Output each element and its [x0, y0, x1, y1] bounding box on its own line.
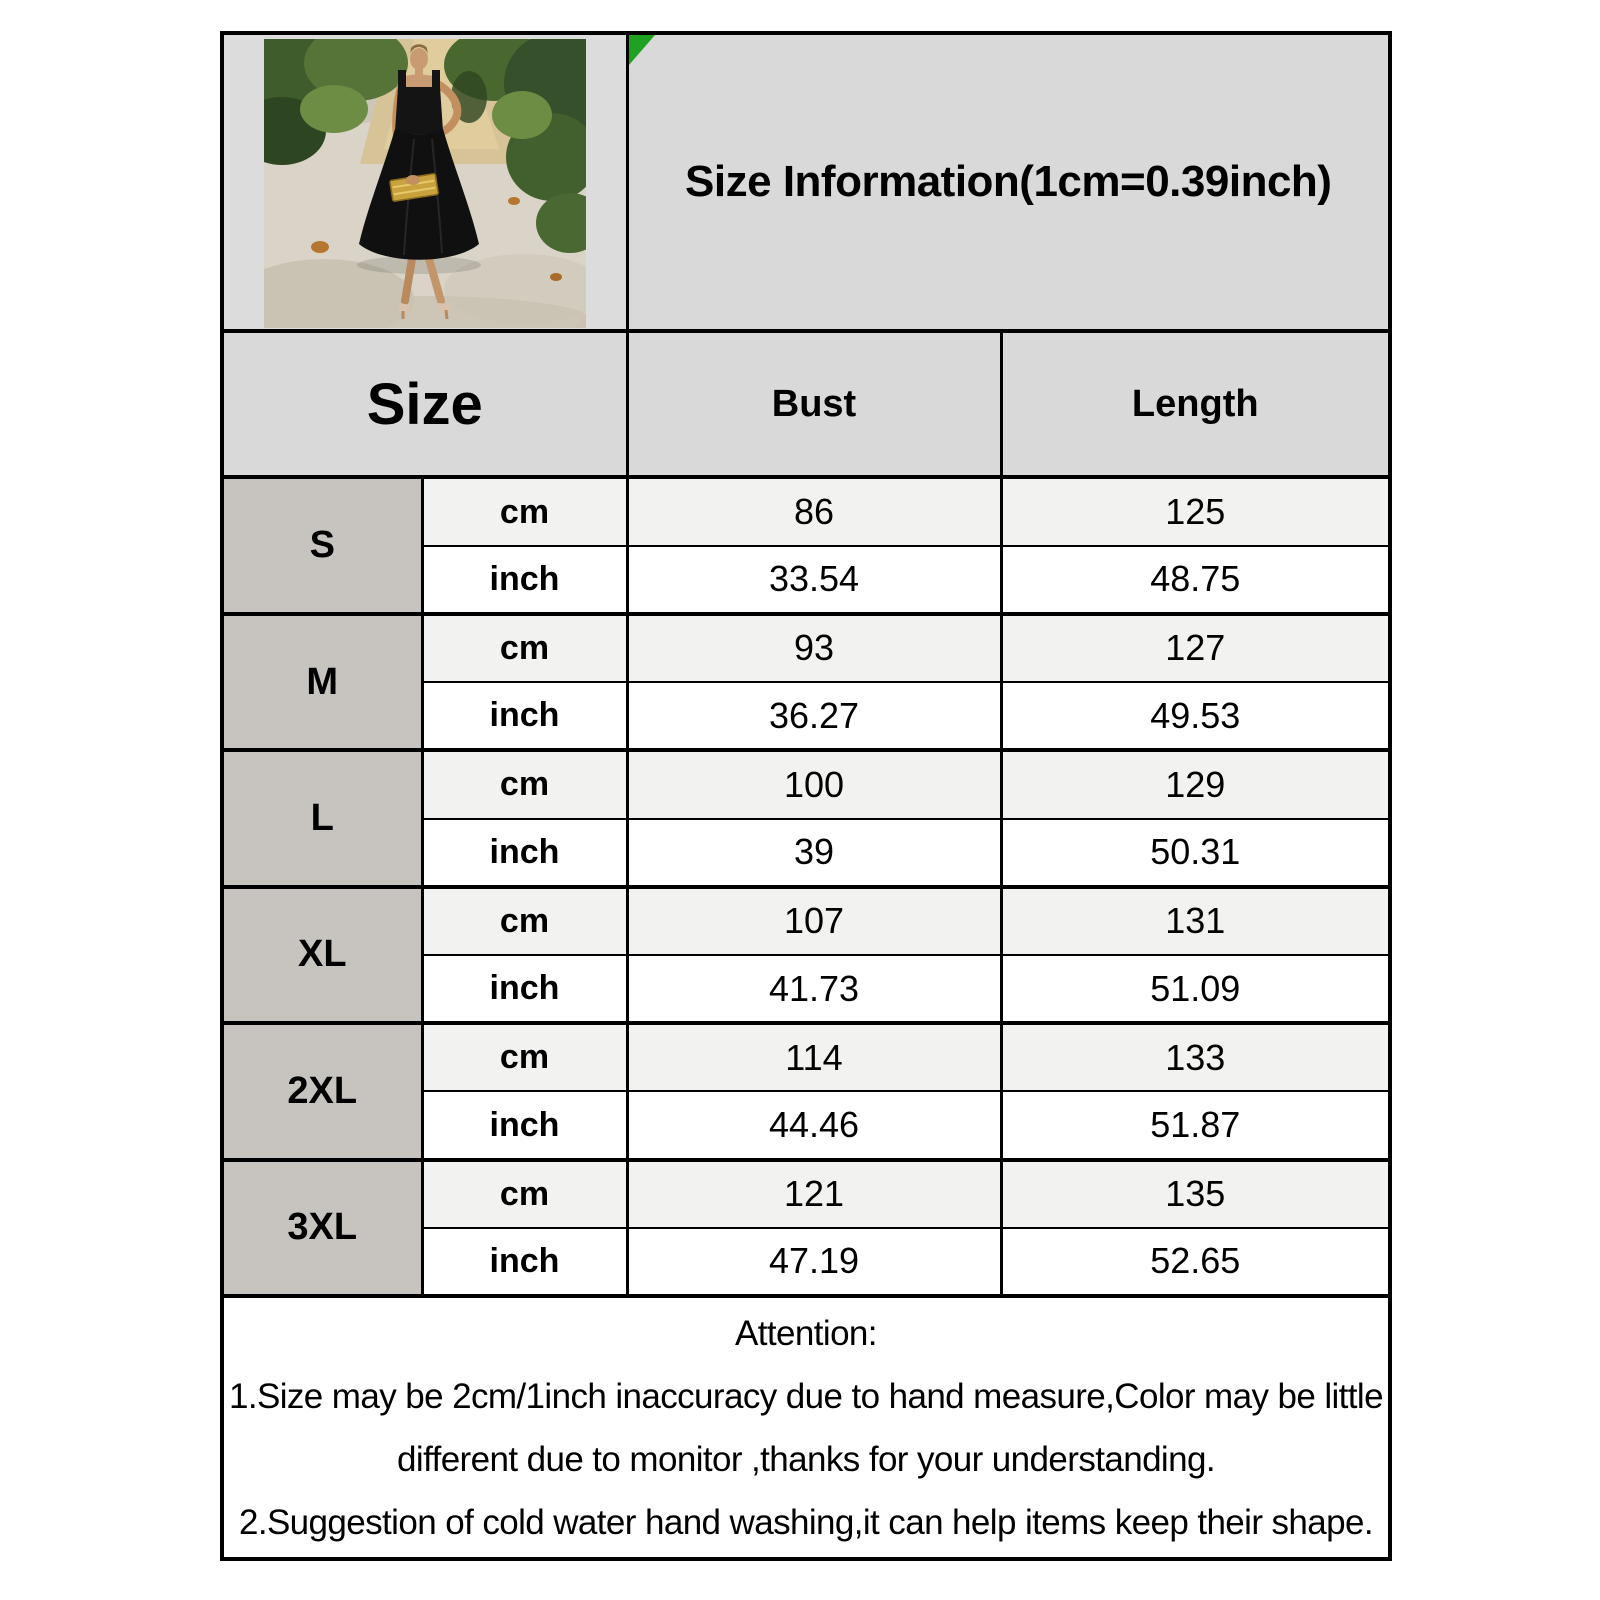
m-inch-unit: inch: [422, 682, 627, 750]
size-info-title: Size Information(1cm=0.39inch): [685, 156, 1332, 206]
size-label-s: S: [222, 477, 422, 613]
s-cm-length: 125: [1001, 477, 1390, 545]
table-row: [222, 750, 1390, 818]
3xl-inch-unit: inch: [422, 1228, 627, 1296]
col-header-length: Length: [1001, 331, 1390, 477]
l-inch-unit: inch: [422, 819, 627, 887]
2xl-cm-unit: cm: [422, 1023, 627, 1091]
table-row: [222, 1160, 1390, 1228]
model-black-dress-photo-illustration: [264, 39, 586, 328]
xl-inch-length: 51.09: [1001, 955, 1390, 1023]
l-cm-bust: 100: [627, 750, 1001, 818]
3xl-cm-unit: cm: [422, 1160, 627, 1228]
xl-cm-bust: 107: [627, 887, 1001, 955]
l-cm-unit: cm: [422, 750, 627, 818]
m-cm-bust: 93: [627, 614, 1001, 682]
xl-inch-bust: 41.73: [627, 955, 1001, 1023]
attention-note-2: 2.Suggestion of cold water hand washing,it can help items keep their shape.: [238, 1502, 1374, 1542]
s-inch-length: 48.75: [1001, 546, 1390, 614]
xl-cm-length: 131: [1001, 887, 1390, 955]
size-label-2xl: 2XL: [222, 1023, 422, 1159]
s-cm-bust: 86: [627, 477, 1001, 545]
size-label-xl: XL: [222, 887, 422, 1023]
attention-row: [222, 1296, 1390, 1559]
cell-corner-marker-icon: [629, 35, 655, 65]
attention-heading: Attention:: [735, 1313, 877, 1353]
table-row: [222, 477, 1390, 545]
attention-note-1: 1.Size may be 2cm/1inch inaccuracy due to hand measure,Color may be little different due to monitor ,thanks for your understanding.: [229, 1376, 1383, 1479]
size-label-l: L: [222, 750, 422, 886]
table-row: [222, 614, 1390, 682]
l-inch-bust: 39: [627, 819, 1001, 887]
size-label-3xl: 3XL: [222, 1160, 422, 1296]
attention-note: [222, 1296, 1390, 1559]
3xl-cm-bust: 121: [627, 1160, 1001, 1228]
2xl-inch-bust: 44.46: [627, 1091, 1001, 1159]
2xl-cm-bust: 114: [627, 1023, 1001, 1091]
m-cm-length: 127: [1001, 614, 1390, 682]
product-photo: [264, 39, 586, 328]
product-photo-cell: [222, 33, 627, 331]
m-inch-length: 49.53: [1001, 682, 1390, 750]
2xl-inch-length: 51.87: [1001, 1091, 1390, 1159]
s-cm-unit: cm: [422, 477, 627, 545]
s-inch-bust: 33.54: [627, 546, 1001, 614]
table-row: [222, 887, 1390, 955]
2xl-cm-length: 133: [1001, 1023, 1390, 1091]
title-cell: [627, 33, 1390, 331]
col-header-size: Size: [222, 331, 627, 477]
l-cm-length: 129: [1001, 750, 1390, 818]
3xl-inch-bust: 47.19: [627, 1228, 1001, 1296]
table-row: [222, 1023, 1390, 1091]
2xl-inch-unit: inch: [422, 1091, 627, 1159]
3xl-inch-length: 52.65: [1001, 1228, 1390, 1296]
m-cm-unit: cm: [422, 614, 627, 682]
l-inch-length: 50.31: [1001, 819, 1390, 887]
xl-cm-unit: cm: [422, 887, 627, 955]
3xl-cm-length: 135: [1001, 1160, 1390, 1228]
s-inch-unit: inch: [422, 546, 627, 614]
size-chart-table: [220, 31, 1392, 1561]
m-inch-bust: 36.27: [627, 682, 1001, 750]
xl-inch-unit: inch: [422, 955, 627, 1023]
col-header-bust: Bust: [627, 331, 1001, 477]
size-label-m: M: [222, 614, 422, 750]
